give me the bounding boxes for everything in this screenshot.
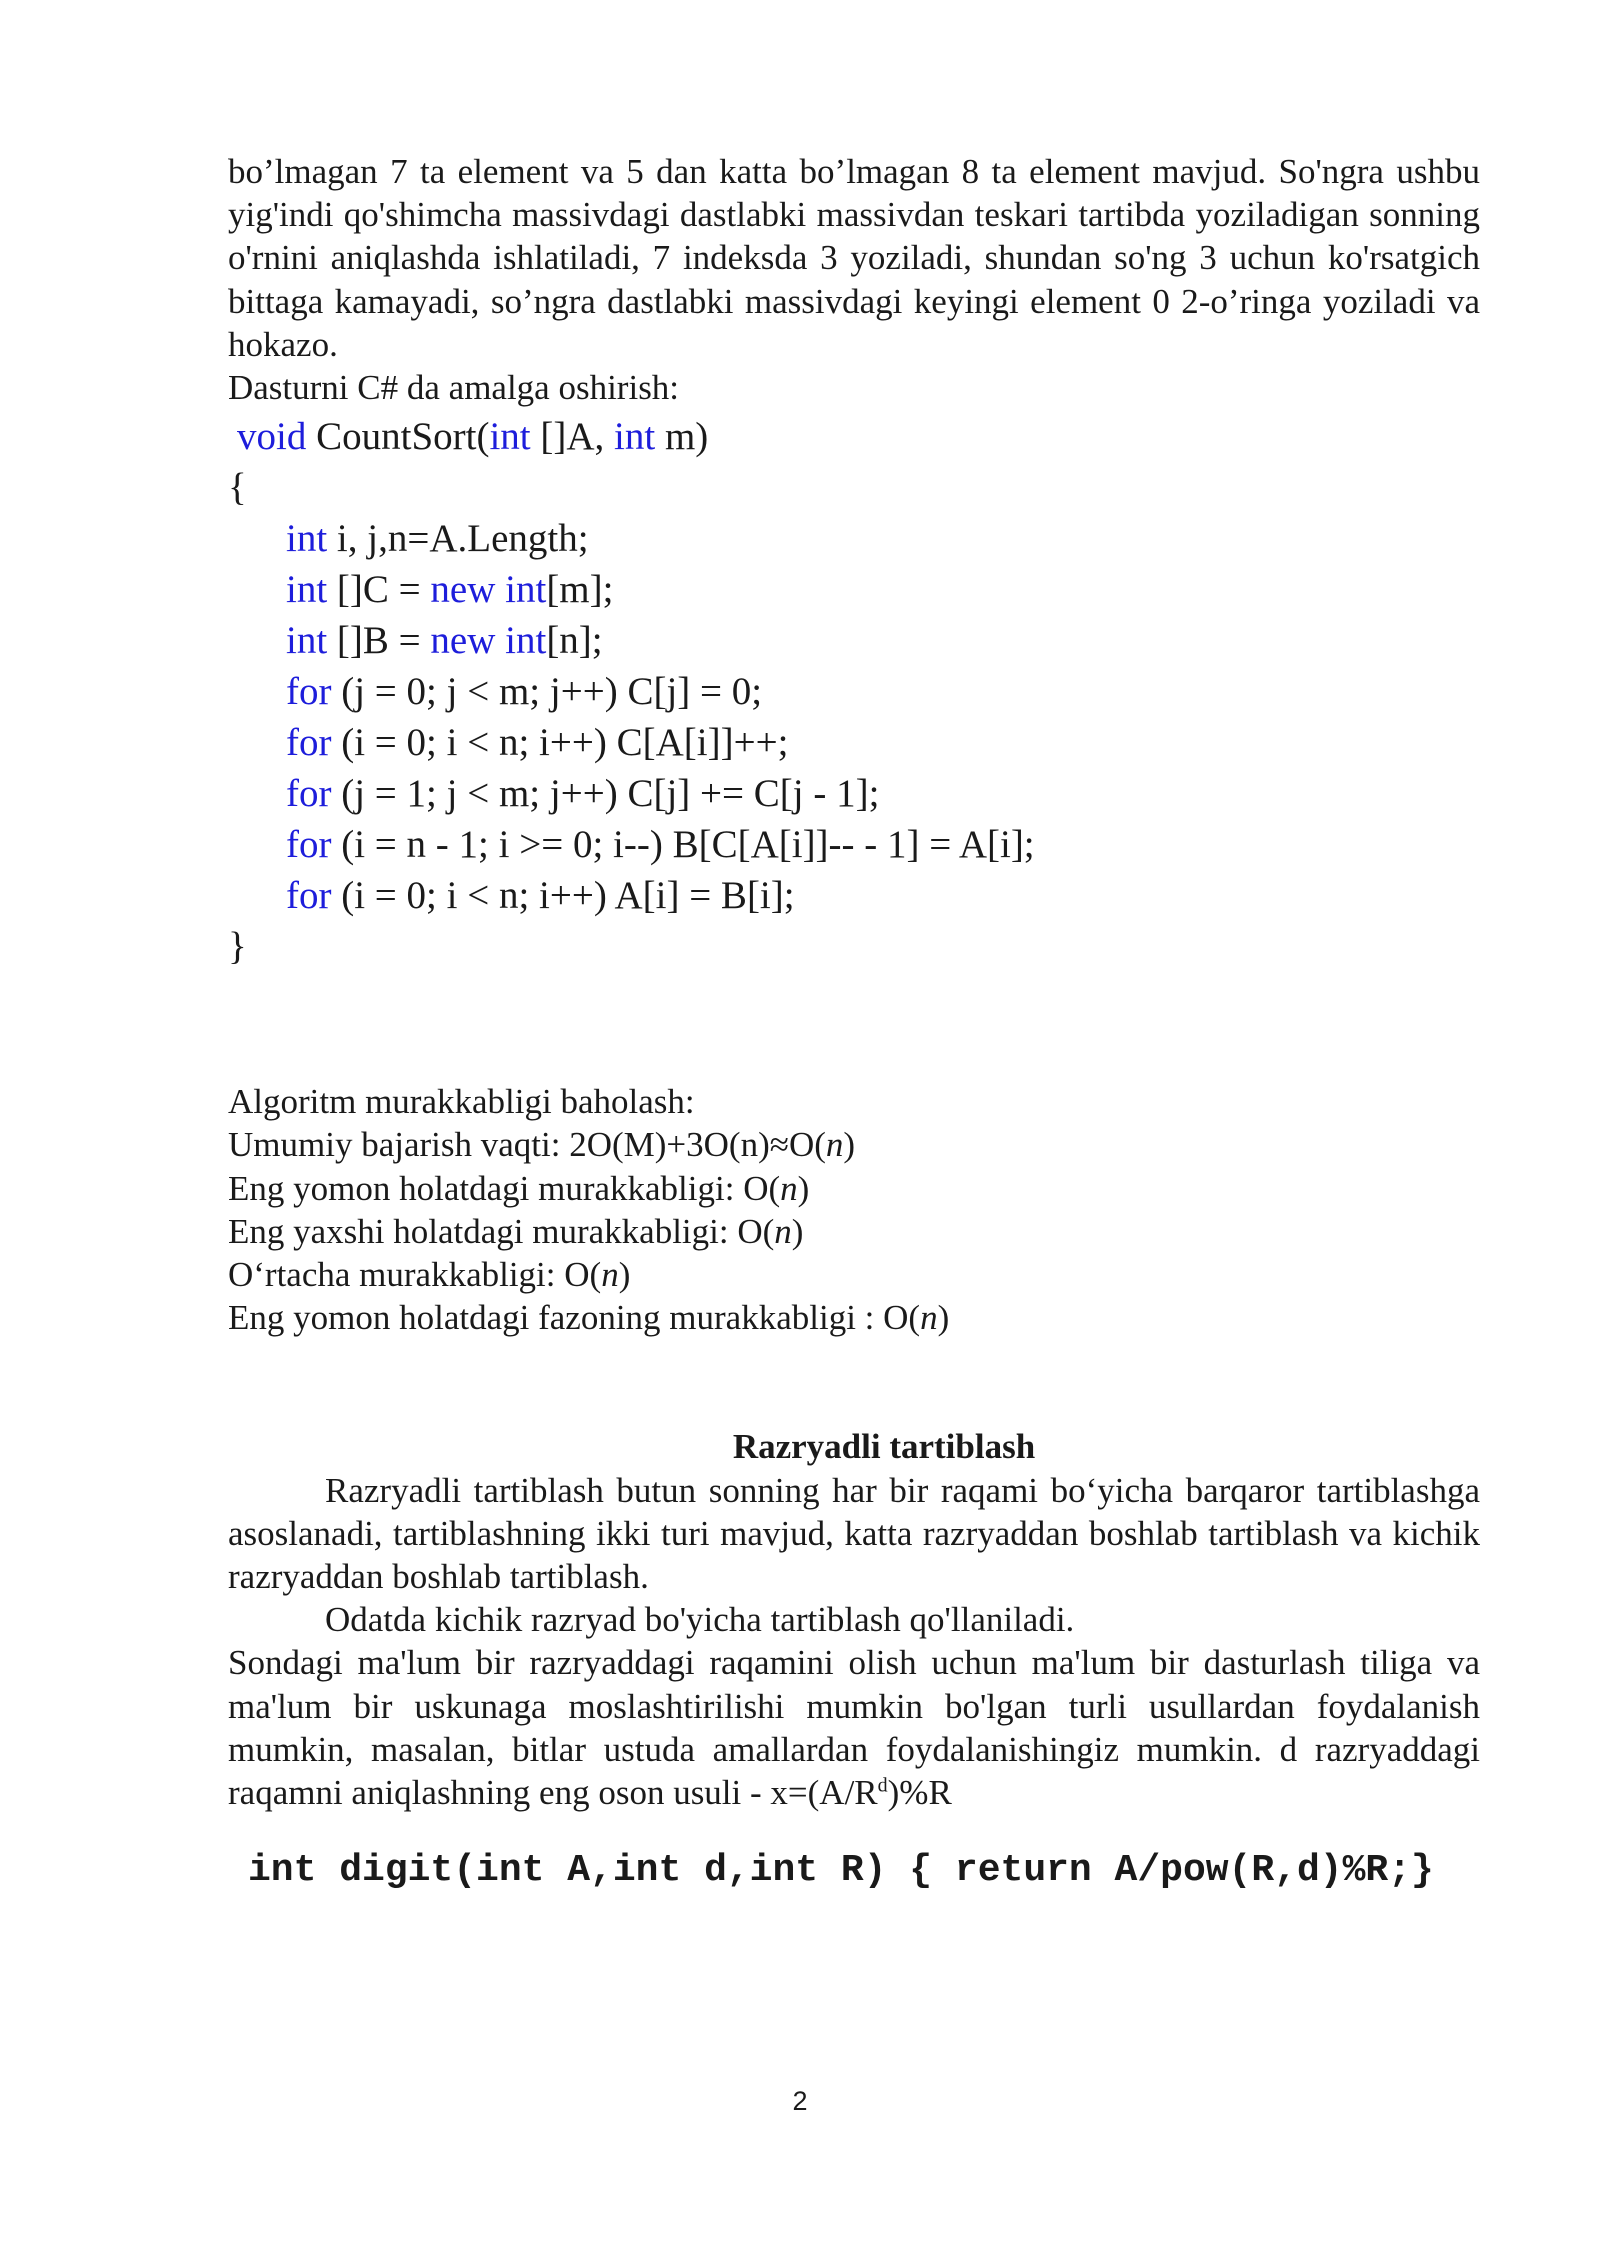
complexity-var: n <box>601 1255 619 1295</box>
code-keyword: int <box>286 517 328 561</box>
complexity-worst-text: Eng yomon holatdagi murakkabligi: O( <box>228 1168 781 1208</box>
digit-function-code: int digit(int A,int d,int R) { return A/pow(R,d)%R;} <box>248 1849 1434 1893</box>
code-text: (j = 1; j < m; j++) C[j] += C[j - 1]; <box>331 772 880 816</box>
code-text <box>495 619 505 662</box>
code-line-decl-vars <box>228 513 1480 564</box>
code-text: []C = <box>327 568 431 612</box>
code-line-decl-c <box>228 564 1480 615</box>
code-line-loop-2 <box>228 717 1480 768</box>
code-text: CountSort( <box>306 415 490 459</box>
code-keyword: for <box>286 721 332 765</box>
code-line-loop-4 <box>228 819 1480 870</box>
complexity-close: ) <box>937 1298 950 1338</box>
code-keyword: void <box>237 415 307 459</box>
complexity-average-text: O‘rtacha murakkabligi: O( <box>228 1255 602 1295</box>
code-text: []A, <box>530 415 615 459</box>
code-text: (i = 0; i < n; i++) A[i] = B[i]; <box>331 874 795 918</box>
code-keyword: for <box>286 874 332 918</box>
code-keyword: int <box>614 415 656 459</box>
code-text: []B = <box>327 619 431 663</box>
code-keyword: int <box>505 568 547 612</box>
paragraph-3-text: Sondagi ma'lum bir razryaddagi raqamini olish uchun ma'lum bir dasturlash tiliga va ma'lum bir uskunaga moslashtirilishi mumkin bo'lgan turli usullardan foydalanish mumkin, masalan, bitlar ustuda amallardan foydalanishingiz mumkin. d razryaddagi raqamni aniqlashning eng oson usuli - x=(A/R <box>228 1643 1480 1813</box>
complexity-total-text: Umumiy bajarish vaqti: 2O(M)+3O(n)≈O( <box>228 1125 826 1165</box>
code-keyword: int <box>489 415 531 459</box>
section-heading: Razryadli tartiblash <box>732 1427 1036 1467</box>
complexity-var: n <box>920 1298 938 1338</box>
paragraph-3-end: )%R <box>887 1773 952 1813</box>
code-text: m) <box>655 415 709 459</box>
code-line-loop-5 <box>228 870 1480 921</box>
complexity-best <box>228 1210 1480 1253</box>
code-keyword: int <box>286 619 328 663</box>
csharp-code-block <box>228 411 1480 972</box>
code-line-loop-1 <box>228 666 1480 717</box>
code-text: (i = 0; i < n; i++) C[A[i]]++; <box>331 721 789 765</box>
complexity-title: Algoritm murakkabligi baholash: <box>228 1082 695 1122</box>
intro-paragraph: bo’lmagan 7 ta element va 5 dan katta bo’lmagan 8 ta element mavjud. So'ngra ushbu yig'indi qo'shimcha massivdagi dastlabki massivdan teskari tartibda yoziladigan sonning o'rnini aniqlashda ishlatiladi, 7 indeksda 3 yoziladi, shundan so'ng 3 uchun ko'rsatgich bittaga kamayadi, so’ngra dastlabki massivdagi keyingi element 0 2-o’ringa yoziladi va hokazo. <box>228 152 1480 364</box>
code-keyword: new <box>430 619 496 663</box>
code-keyword: int <box>286 568 328 612</box>
code-keyword: for <box>286 823 332 867</box>
complexity-close: ) <box>618 1255 631 1295</box>
code-text: i, j,n=A.Length; <box>327 517 589 561</box>
code-keyword: new <box>430 568 496 612</box>
code-keyword: int <box>505 619 547 663</box>
code-open-brace: { <box>228 466 247 510</box>
section-paragraph-3 <box>228 1641 1480 1814</box>
complexity-space-text: Eng yomon holatdagi fazoning murakkabligi : O( <box>228 1298 921 1338</box>
section-paragraph-1: Razryadli tartiblash butun sonning har bir raqami bo‘yicha barqaror tartiblashga asoslanadi, tartiblashning ikki turi mavjud, katta razryaddan boshlab tartiblash va kichik razryaddan boshlab tartiblash. <box>228 1470 1480 1597</box>
complexity-var: n <box>774 1211 792 1251</box>
code-line-signature <box>228 411 1480 462</box>
complexity-var: n <box>780 1168 798 1208</box>
code-text: [m]; <box>546 568 614 612</box>
code-text: (i = n - 1; i >= 0; i--) B[C[A[i]]-- - 1] = A[i]; <box>331 823 1035 867</box>
complexity-section <box>228 1080 1480 1339</box>
complexity-total <box>228 1123 1480 1166</box>
complexity-close: ) <box>843 1125 856 1165</box>
complexity-var: n <box>825 1125 844 1165</box>
complexity-close: ) <box>797 1168 810 1208</box>
code-text: [n]; <box>546 619 603 663</box>
code-close-brace: } <box>228 925 247 969</box>
code-line-decl-b <box>228 615 1480 666</box>
page-number: 2 <box>792 2086 808 2116</box>
complexity-space <box>228 1296 1480 1339</box>
code-keyword: for <box>286 670 332 714</box>
document-page <box>228 150 1480 1894</box>
code-text: (j = 0; j < m; j++) C[j] = 0; <box>331 670 763 714</box>
complexity-best-text: Eng yaxshi holatdagi murakkabligi: O( <box>228 1211 775 1251</box>
code-text <box>495 568 505 611</box>
complexity-average <box>228 1253 1480 1296</box>
code-line-loop-3 <box>228 768 1480 819</box>
superscript-d: d <box>877 1774 888 1797</box>
code-intro-line: Dasturni C# da amalga oshirish: <box>228 368 680 408</box>
code-keyword: for <box>286 772 332 816</box>
section-paragraph-2: Odatda kichik razryad bo'yicha tartiblash qo'llaniladi. <box>325 1600 1075 1640</box>
complexity-close: ) <box>791 1211 804 1251</box>
complexity-worst <box>228 1167 1480 1210</box>
